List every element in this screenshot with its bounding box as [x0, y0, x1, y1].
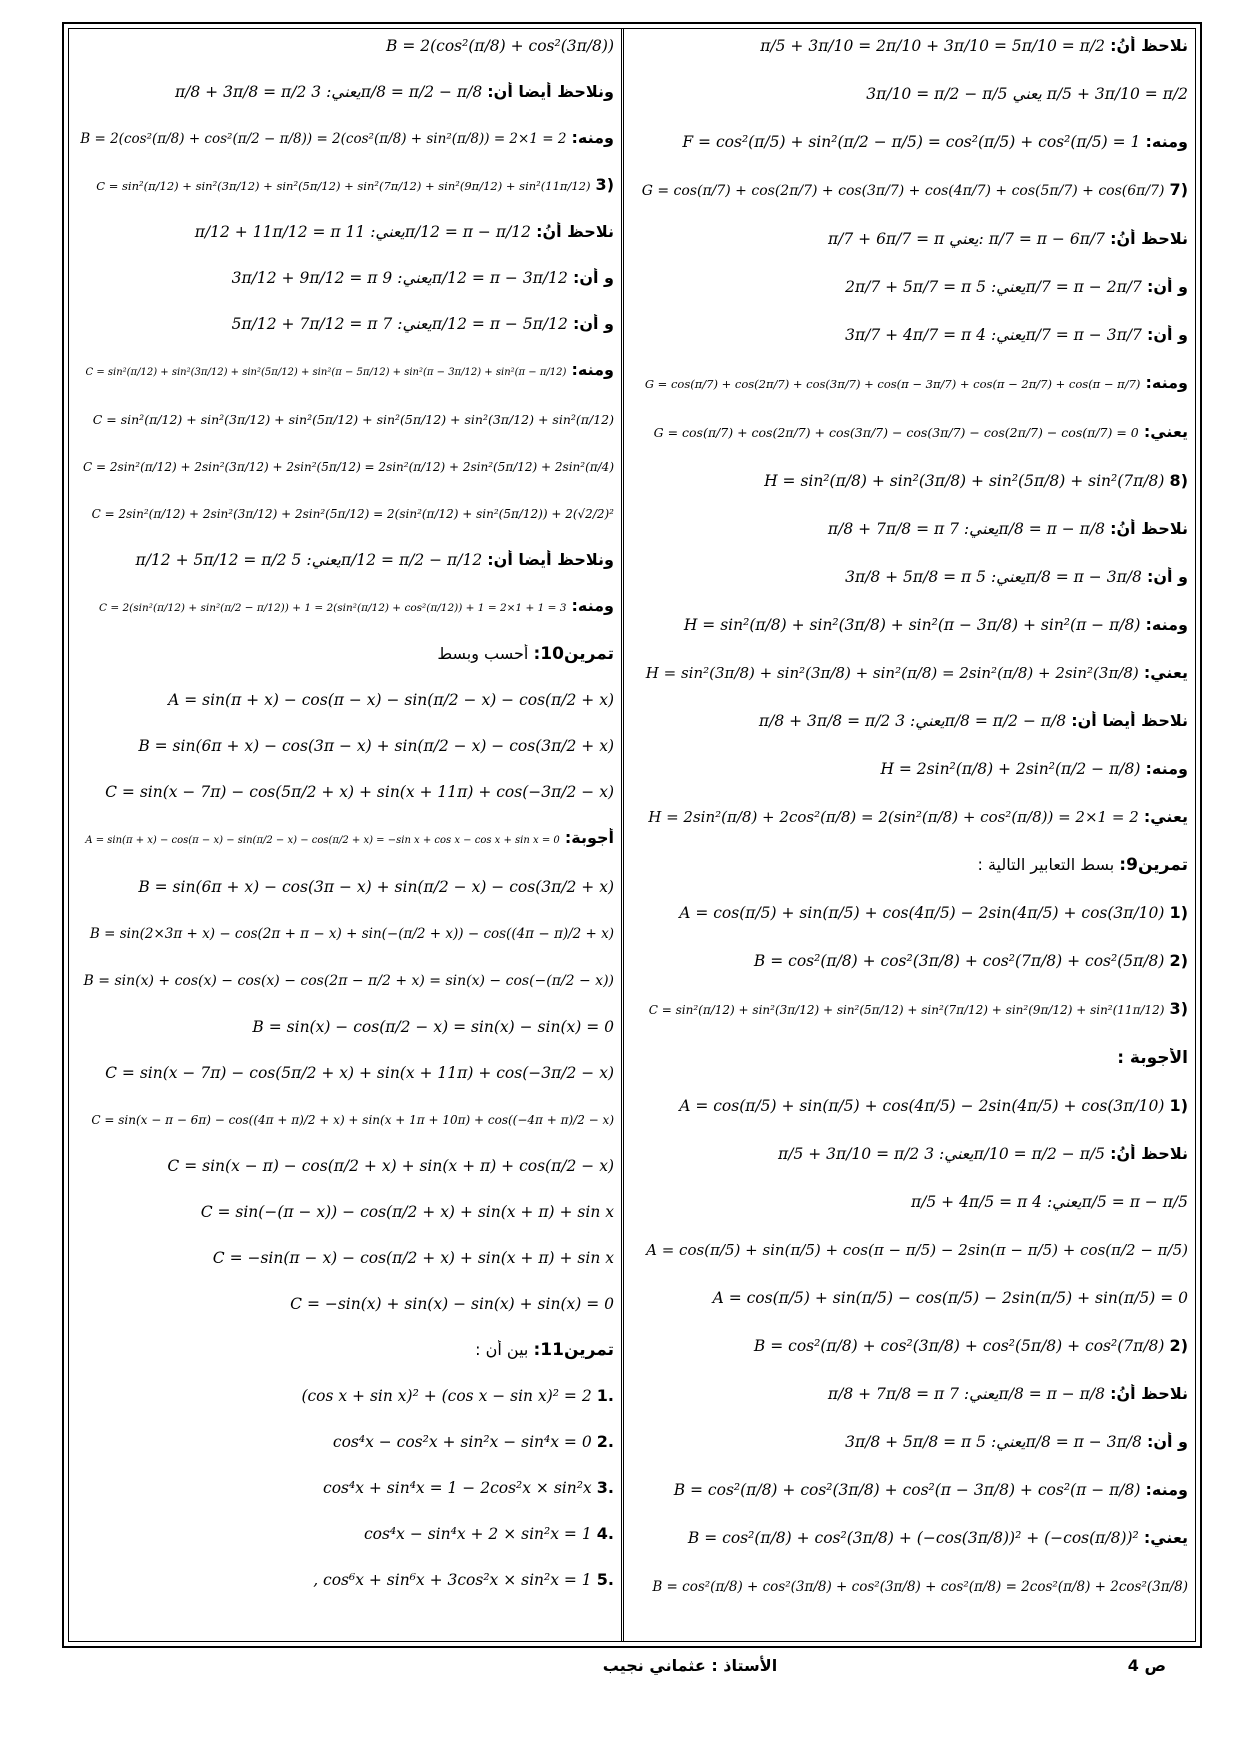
math-line [78, 268, 614, 288]
math-line [636, 1096, 1188, 1116]
line-label: (3 [1169, 999, 1188, 1018]
math-line [636, 373, 1188, 394]
math-line [636, 1432, 1188, 1452]
math-line [78, 1017, 614, 1037]
line-label: و أن: [1146, 325, 1188, 344]
line-label: ومنه: [1145, 132, 1188, 151]
line-label: نلاحظ أنُ: [1110, 519, 1188, 538]
math-line [78, 82, 614, 102]
math-expression: C = sin(x − 7π) − cos(5π/2 + x) + sin(x + 11π) + cos(−3π/2 − x) [105, 1064, 614, 1082]
line-label: (7 [1169, 180, 1188, 199]
math-expression: B = cos²(π/8) + cos²(3π/8) + cos²(π − 3π/8) + cos²(π − π/8) [673, 1481, 1141, 1499]
exercise-heading [78, 1340, 614, 1360]
line-label: ومنه: [1145, 615, 1188, 634]
exercise-title: تمرين9: [1119, 855, 1188, 875]
page-number-label: ص [1144, 1656, 1166, 1675]
math-expression: H = sin²(3π/8) + sin²(3π/8) + sin²(π/8) = 2sin²(π/8) + 2sin²(3π/8) [645, 664, 1139, 682]
line-label: نلاحظ أنُ: [1110, 36, 1188, 55]
line-label: (1 [1169, 903, 1188, 922]
exercise-heading [636, 1048, 1188, 1068]
math-expression: G = cos(π/7) + cos(2π/7) + cos(3π/7) + cos(π − 3π/7) + cos(π − 2π/7) + cos(π − π/7) [644, 377, 1141, 391]
math-line [78, 314, 614, 334]
line-label: (3 [595, 175, 614, 194]
math-expression: C = sin²(π/12) + sin²(3π/12) + sin²(5π/12) + sin²(π − 5π/12) + sin²(π − 3π/12) + sin²(π − π/12) [85, 367, 567, 378]
math-expression: 3π/8 + 5π/8 = π يعني: 5π/8 = π − 3π/8 [845, 1433, 1142, 1451]
math-line [636, 229, 1188, 249]
math-line [636, 519, 1188, 539]
line-label: يعني: [1143, 422, 1188, 441]
line-label: .3 [596, 1478, 614, 1497]
math-line [78, 456, 614, 477]
exercise-title: الأجوبة : [1117, 1048, 1188, 1068]
math-expression: B = sin(6π + x) − cos(3π − x) + sin(π/2 − x) − cos(3π/2 + x) [138, 878, 614, 896]
math-line [78, 828, 614, 851]
math-line [78, 550, 614, 570]
line-label: و أن: [572, 268, 614, 287]
math-expression: cos⁴x − cos²x + sin²x − sin⁴x = 0 [332, 1433, 592, 1451]
math-line [78, 503, 614, 524]
math-expression: G = cos(π/7) + cos(2π/7) + cos(3π/7) + cos(4π/7) + cos(5π/7) + cos(6π/7) [641, 183, 1165, 199]
math-expression: π/12 + 11π/12 = π يعني: 11π/12 = π − π/12 [194, 223, 531, 241]
math-line [636, 1528, 1188, 1548]
math-expression: B = sin(2×3π + x) − cos(2π + π − x) + sin(−(π/2 + x)) − cos((4π − π)/2 + x) [89, 926, 614, 942]
math-expression: G = cos(π/7) + cos(2π/7) + cos(3π/7) − cos(3π/7) − cos(2π/7) − cos(π/7) = 0 [653, 425, 1139, 440]
math-expression: π/8 + 3π/8 = π/2 يعني: 3π/8 = π/2 − π/8 [174, 83, 483, 101]
math-line [636, 1288, 1188, 1308]
math-expression: cos⁴x + sin⁴x = 1 − 2cos²x × sin²x [323, 1479, 592, 1497]
math-expression: A = cos(π/5) + sin(π/5) + cos(4π/5) − 2sin(4π/5) + cos(3π/10) [679, 904, 1165, 922]
line-label: ونلاحظ أيضا أن: [487, 550, 614, 569]
math-expression: B = sin(6π + x) − cos(3π − x) + sin(π/2 − x) − cos(3π/2 + x) [138, 737, 614, 755]
line-label: نلاحظ أنُ: [536, 222, 614, 241]
line-label: ومنه: [1145, 1480, 1188, 1499]
math-line [78, 1109, 614, 1130]
math-line [636, 903, 1188, 923]
line-label: ومنه: [1145, 759, 1188, 778]
math-line [636, 1240, 1188, 1260]
math-expression: B = cos²(π/8) + cos²(3π/8) + cos²(5π/8) + cos²(7π/8) [753, 1337, 1165, 1355]
math-line [78, 1156, 614, 1176]
math-expression: π/7 + 6π/7 = π يعني: π/7 = π − 6π/7 [827, 230, 1105, 248]
math-line [636, 132, 1188, 152]
math-line [78, 360, 614, 383]
math-expression: A = cos(π/5) + sin(π/5) + cos(π − π/5) − 2sin(π − π/5) + cos(π/2 − π/5) [646, 1241, 1188, 1259]
column-divider [621, 28, 624, 1642]
math-line [636, 36, 1188, 56]
math-expression: π/12 + 5π/12 = π/2 يعني: 5π/12 = π/2 − π/12 [135, 551, 483, 569]
math-line [78, 409, 614, 430]
math-line [78, 1386, 614, 1406]
math-line [78, 1248, 614, 1268]
line-label: ومنه: [571, 596, 614, 615]
exercise-instruction: أحسب وبسط [437, 644, 529, 663]
math-line [78, 1294, 614, 1314]
line-label: .1 [596, 1386, 614, 1405]
math-expression: A = sin(π + x) − cos(π − x) − sin(π/2 − x) − cos(π/2 + x) [168, 691, 614, 709]
line-label: أجوبة: [564, 828, 614, 847]
line-label: .2 [596, 1432, 614, 1451]
math-line [78, 923, 614, 944]
math-expression: B = 2(cos²(π/8) + cos²(π/2 − π/8)) = 2(cos²(π/8) + sin²(π/8)) = 2×1 = 2 [80, 131, 567, 147]
math-line [636, 1144, 1188, 1164]
math-line [636, 471, 1188, 491]
right-column [636, 36, 1188, 1632]
math-expression: C = −sin(π − x) − cos(π/2 + x) + sin(x + π) + sin x [212, 1249, 614, 1267]
math-line [636, 663, 1188, 683]
math-line [636, 711, 1188, 731]
math-expression: C = sin²(π/12) + sin²(3π/12) + sin²(5π/12) + sin²(5π/12) + sin²(3π/12) + sin²(π/12) [92, 412, 614, 427]
math-line [636, 277, 1188, 297]
math-expression: 3π/12 + 9π/12 = π يعني: 9π/12 = π − 3π/12 [231, 269, 568, 287]
math-line [78, 1063, 614, 1083]
line-label: نلاحظ أنُ: [1110, 1384, 1188, 1403]
exercise-instruction: بسط التعابير التالية : [977, 855, 1115, 874]
math-line [78, 690, 614, 710]
math-expression: B = cos²(π/8) + cos²(3π/8) + cos²(3π/8) + cos²(π/8) = 2cos²(π/8) + 2cos²(3π/8) [652, 1579, 1188, 1595]
line-label: نلاحظ أنُ: [1110, 229, 1188, 248]
exercise-title: تمرين11: [533, 1340, 614, 1360]
math-line [78, 36, 614, 56]
math-expression: B = 2(cos²(π/8) + cos²(3π/8)) [386, 37, 614, 55]
math-line [636, 1480, 1188, 1500]
math-line [78, 222, 614, 242]
math-expression: F = cos²(π/5) + sin²(π/2 − π/5) = cos²(π/5) + cos²(π/5) = 1 [682, 133, 1141, 151]
math-line [78, 1524, 614, 1544]
math-expression: cos⁴x − sin⁴x + 2 × sin²x = 1 [363, 1525, 592, 1543]
math-line [78, 1432, 614, 1452]
line-label: و أن: [1146, 277, 1188, 296]
math-expression: 5π/12 + 7π/12 = π يعني: 7π/12 = π − 5π/12 [231, 315, 568, 333]
math-line [78, 736, 614, 756]
exercise-instruction: بين أن : [475, 1340, 529, 1359]
math-line [78, 1478, 614, 1498]
line-label: يعني: [1143, 1528, 1188, 1547]
line-label: (1 [1169, 1096, 1188, 1115]
math-expression: C = sin²(π/12) + sin²(3π/12) + sin²(5π/12) + sin²(7π/12) + sin²(9π/12) + sin²(11π/12) [96, 179, 591, 193]
line-label: ومنه: [571, 360, 614, 379]
math-line [78, 782, 614, 802]
math-expression: A = cos(π/5) + sin(π/5) + cos(4π/5) − 2sin(4π/5) + cos(3π/10) [679, 1097, 1165, 1115]
math-expression: H = 2sin²(π/8) + 2sin²(π/2 − π/8) [880, 760, 1141, 778]
math-expression: C = sin(x − 7π) − cos(5π/2 + x) + sin(x + 11π) + cos(−3π/2 − x) [105, 783, 614, 801]
exercise-heading [78, 644, 614, 664]
page-number-value: 4 [1127, 1656, 1139, 1675]
math-expression: π/5 + 3π/10 = 2π/10 + 3π/10 = 5π/10 = π/2 [760, 37, 1105, 55]
math-expression: A = cos(π/5) + sin(π/5) − cos(π/5) − 2sin(π/5) + sin(π/5) = 0 [712, 1289, 1188, 1307]
math-line [636, 999, 1188, 1020]
math-expression: π/5 + 4π/5 = π يعني: 4π/5 = π − π/5 [910, 1193, 1188, 1211]
math-expression: C = −sin(x) + sin(x) − sin(x) + sin(x) = 0 [290, 1295, 614, 1313]
teacher-name: الأستاذ : عثماني نجيب [602, 1656, 778, 1675]
math-expression: C = sin(x − π) − cos(π/2 + x) + sin(x + π) + cos(π/2 − x) [167, 1157, 614, 1175]
math-line [636, 567, 1188, 587]
math-line [636, 759, 1188, 779]
exercise-title: تمرين10: [533, 644, 614, 664]
math-line [78, 1202, 614, 1222]
math-expression: H = sin²(π/8) + sin²(3π/8) + sin²(π − 3π/8) + sin²(π − π/8) [683, 616, 1141, 634]
math-expression: (cos x + sin x)² + (cos x − sin x)² = 2 [301, 1387, 592, 1405]
math-expression: C = sin(x − π − 6π) − cos((4π + π)/2 + x) + sin(x + 1π + 10π) + cos((−4π + π)/2 − x) [91, 1113, 614, 1127]
line-label: ونلاحظ أيضا أن: [487, 82, 614, 101]
math-expression: C = sin²(π/12) + sin²(3π/12) + sin²(5π/12) + sin²(7π/12) + sin²(9π/12) + sin²(11π/12) [648, 1003, 1165, 1017]
math-expression: π/5 + 3π/10 = π/2 يعني: 3π/10 = π/2 − π/5 [778, 1145, 1105, 1163]
left-column [78, 36, 614, 1632]
line-label: يعني: [1143, 663, 1188, 682]
math-expression: C = 2sin²(π/12) + 2sin²(3π/12) + 2sin²(5π/12) = 2(sin²(π/12) + sin²(5π/12)) + 2(√2/2)² [91, 507, 614, 521]
math-line [78, 970, 614, 991]
exercise-heading [636, 855, 1188, 875]
line-label: و أن: [1146, 1432, 1188, 1451]
line-label: و أن: [1146, 567, 1188, 586]
math-expression: , cos⁶x + sin⁶x + 3cos²x × sin²x = 1 [313, 1571, 592, 1589]
math-line [78, 128, 614, 149]
math-expression: B = cos²(π/8) + cos²(3π/8) + (−cos(3π/8))² + (−cos(π/8))² [687, 1529, 1139, 1547]
line-label: (8 [1169, 471, 1188, 490]
math-expression: 3π/8 + 5π/8 = π يعني: 5π/8 = π − 3π/8 [845, 568, 1142, 586]
line-label: و أن: [572, 314, 614, 333]
line-label: .4 [596, 1524, 614, 1543]
line-label: (2 [1169, 951, 1188, 970]
math-line [636, 951, 1188, 971]
line-label: نلاحظ أنُ: [1110, 1144, 1188, 1163]
math-line [636, 807, 1188, 827]
line-label: ومنه: [571, 128, 614, 147]
math-line [78, 1570, 614, 1590]
math-line [78, 877, 614, 897]
math-expression: C = sin(−(π − x)) − cos(π/2 + x) + sin(x + π) + sin x [200, 1203, 614, 1221]
math-line [636, 180, 1188, 201]
math-expression: π/8 + 7π/8 = π يعني: 7π/8 = π − π/8 [827, 1385, 1105, 1403]
math-expression: B = sin(x) + cos(x) − cos(x) − cos(2π − π/2 + x) = sin(x) − cos(−(π/2 − x)) [83, 973, 614, 989]
math-line [636, 1336, 1188, 1356]
math-line [636, 615, 1188, 635]
math-expression: H = 2sin²(π/8) + 2cos²(π/8) = 2(sin²(π/8) + cos²(π/8)) = 2×1 = 2 [648, 808, 1139, 826]
math-expression: A = sin(π + x) − cos(π − x) − sin(π/2 − x) − cos(π/2 + x) = −sin x + cos x − cos x + sin x = 0 [85, 835, 560, 846]
math-expression: 3π/7 + 4π/7 = π يعني: 4π/7 = π − 3π/7 [845, 326, 1142, 344]
line-label: ومنه: [1145, 373, 1188, 392]
math-line [636, 422, 1188, 443]
math-line [636, 1576, 1188, 1597]
line-label: يعني: [1143, 807, 1188, 826]
math-expression: H = sin²(π/8) + sin²(3π/8) + sin²(5π/8) + sin²(7π/8) [764, 472, 1165, 490]
line-label: .5 [596, 1570, 614, 1589]
math-line [636, 1192, 1188, 1212]
math-line [636, 325, 1188, 345]
math-expression: B = cos²(π/8) + cos²(3π/8) + cos²(7π/8) + cos²(5π/8) [753, 952, 1165, 970]
math-expression: π/8 + 3π/8 = π/2 يعني: 3π/8 = π/2 − π/8 [758, 712, 1067, 730]
math-expression: C = 2(sin²(π/12) + sin²(π/2 − π/12)) + 1 = 2(sin²(π/12) + cos²(π/12)) + 1 = 2×1 + 1 = 3 [98, 602, 567, 614]
math-line [636, 1384, 1188, 1404]
math-line [636, 84, 1188, 104]
math-expression: 3π/10 = π/2 − π/5 يعني π/5 + 3π/10 = π/2 [866, 85, 1188, 103]
math-expression: 2π/7 + 5π/7 = π يعني: 5π/7 = π − 2π/7 [845, 278, 1142, 296]
line-label: نلاحظ أيضا أن: [1071, 711, 1188, 730]
math-line [78, 596, 614, 618]
math-line [78, 175, 614, 196]
page-number [1066, 1656, 1166, 1680]
math-expression: π/8 + 7π/8 = π يعني: 7π/8 = π − π/8 [827, 520, 1105, 538]
line-label: (2 [1169, 1336, 1188, 1355]
math-expression: C = 2sin²(π/12) + 2sin²(3π/12) + 2sin²(5π/12) = 2sin²(π/12) + 2sin²(5π/12) + 2sin²(π/4) [83, 460, 614, 474]
math-expression: B = sin(x) − cos(π/2 − x) = sin(x) − sin(x) = 0 [252, 1018, 614, 1036]
